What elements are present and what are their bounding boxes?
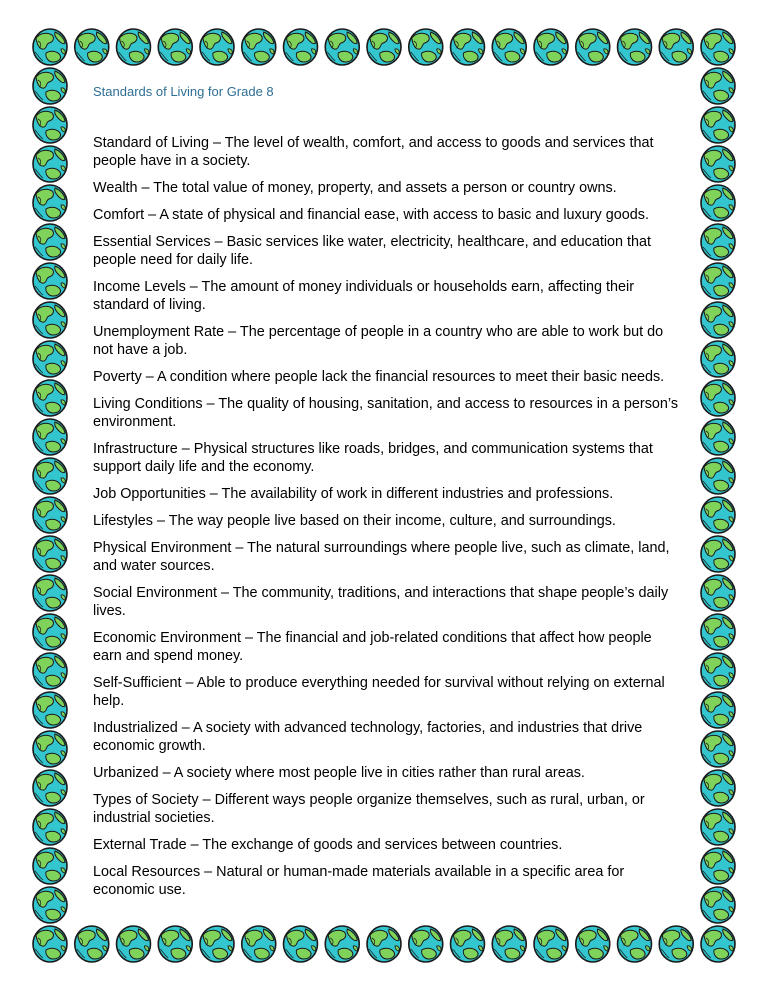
- globe-icon: [33, 146, 67, 182]
- globe-icon: [367, 29, 401, 65]
- globe-icon: [33, 380, 67, 416]
- globe-icon: [33, 731, 67, 767]
- globe-icon: [659, 29, 693, 65]
- term-item: Income Levels – The amount of money individuals or households earn, affecting their standard of living.: [93, 279, 635, 313]
- globe-icon: [701, 770, 735, 806]
- globe-icon: [117, 926, 151, 962]
- page-title: Standards of Living for Grade 8: [93, 84, 274, 99]
- term-item: Wealth – The total value of money, property, and assets a person or country owns.: [93, 180, 617, 196]
- globe-icon: [284, 926, 318, 962]
- globe-icon: [158, 29, 192, 65]
- term-item: Living Conditions – The quality of housing, sanitation, and access to resources in a person’s environment.: [93, 396, 679, 430]
- globe-icon: [284, 29, 318, 65]
- term-item: Types of Society – Different ways people organize themselves, such as rural, urban, or industrial societies.: [93, 792, 645, 826]
- term-item: Lifestyles – The way people live based on their income, culture, and surroundings.: [93, 513, 616, 529]
- term-item: External Trade – The exchange of goods and services between countries.: [93, 837, 563, 853]
- globe-icon: [701, 692, 735, 728]
- globe-icon: [117, 29, 151, 65]
- term-list: [93, 134, 683, 899]
- globe-icon: [492, 29, 526, 65]
- globe-icon: [33, 263, 67, 299]
- term-item: Economic Environment – The financial and job-related conditions that affect how people earn and spend money.: [93, 630, 652, 664]
- term-item: Industrialized – A society with advanced technology, factories, and industries that drive economic growth.: [93, 720, 643, 754]
- globe-icon: [33, 770, 67, 806]
- globe-icon: [701, 146, 735, 182]
- globe-icon: [158, 926, 192, 962]
- globe-icon: [33, 68, 67, 104]
- globe-icon: [242, 926, 276, 962]
- globe-icon: [325, 926, 359, 962]
- globe-icon: [242, 29, 276, 65]
- globe-icon: [576, 926, 610, 962]
- globe-icon: [409, 29, 443, 65]
- globe-icon: [200, 926, 234, 962]
- globe-icon: [659, 926, 693, 962]
- globe-icon: [33, 185, 67, 221]
- globe-icon: [33, 653, 67, 689]
- globe-icon: [701, 185, 735, 221]
- term-item: Physical Environment – The natural surroundings where people live, such as climate, land, and water sources.: [93, 540, 670, 574]
- globe-icon: [701, 302, 735, 338]
- globe-icon: [33, 107, 67, 143]
- globe-icon: [701, 107, 735, 143]
- term-item: Essential Services – Basic services like water, electricity, healthcare, and education that people need for daily life.: [93, 234, 652, 268]
- term-item: Comfort – A state of physical and financial ease, with access to basic and luxury goods.: [93, 207, 649, 223]
- globe-icon: [409, 926, 443, 962]
- globe-icon: [33, 536, 67, 572]
- term-item: Poverty – A condition where people lack the financial resources to meet their basic needs.: [93, 369, 665, 385]
- globe-icon: [701, 614, 735, 650]
- globe-icon: [534, 29, 568, 65]
- globe-icon: [33, 302, 67, 338]
- term-item: Unemployment Rate – The percentage of people in a country who are able to work but do not have a job.: [93, 324, 664, 358]
- globe-icon: [492, 926, 526, 962]
- globe-icon: [33, 887, 67, 923]
- globe-icon: [576, 29, 610, 65]
- globe-icon: [75, 926, 109, 962]
- globe-icon: [701, 887, 735, 923]
- globe-icon: [33, 692, 67, 728]
- globe-icon: [701, 497, 735, 533]
- globe-icon: [701, 380, 735, 416]
- globe-icon: [701, 68, 735, 104]
- globe-icon: [33, 926, 67, 962]
- globe-icon: [33, 29, 67, 65]
- globe-icon: [33, 458, 67, 494]
- globe-icon: [33, 809, 67, 845]
- globe-icon: [33, 224, 67, 260]
- globe-icon: [367, 926, 401, 962]
- globe-icon: [534, 926, 568, 962]
- term-item: Job Opportunities – The availability of work in different industries and professions.: [93, 486, 614, 502]
- content-area: [93, 83, 683, 908]
- globe-icon: [701, 263, 735, 299]
- globe-icon: [75, 29, 109, 65]
- globe-icon: [701, 926, 735, 962]
- globe-icon: [33, 419, 67, 455]
- globe-icon: [701, 809, 735, 845]
- globe-icon: [701, 29, 735, 65]
- term-item: Local Resources – Natural or human-made materials available in a specific area for economic use.: [93, 864, 625, 898]
- term-item: Standard of Living – The level of wealth, comfort, and access to goods and services that people have in a society.: [93, 135, 654, 169]
- globe-icon: [325, 29, 359, 65]
- term-item: Infrastructure – Physical structures like roads, bridges, and communication systems that support daily life and the economy.: [93, 441, 653, 475]
- globe-icon: [33, 575, 67, 611]
- term-item: Urbanized – A society where most people live in cities rather than rural areas.: [93, 765, 585, 781]
- globe-icon: [451, 926, 485, 962]
- globe-icon: [701, 224, 735, 260]
- globe-icon: [701, 341, 735, 377]
- globe-icon: [33, 497, 67, 533]
- globe-icon: [701, 731, 735, 767]
- globe-icon: [701, 575, 735, 611]
- globe-icon: [451, 29, 485, 65]
- globe-icon: [701, 419, 735, 455]
- globe-icon: [701, 536, 735, 572]
- globe-icon: [200, 29, 234, 65]
- globe-icon: [618, 926, 652, 962]
- globe-icon: [701, 653, 735, 689]
- globe-icon: [33, 848, 67, 884]
- globe-icon: [33, 614, 67, 650]
- term-item: Self-Sufficient – Able to produce everything needed for survival without relying on external help.: [93, 675, 665, 709]
- globe-icon: [618, 29, 652, 65]
- globe-icon: [701, 458, 735, 494]
- globe-icon: [701, 848, 735, 884]
- term-item: Social Environment – The community, traditions, and interactions that shape people’s daily lives.: [93, 585, 669, 619]
- globe-icon: [33, 341, 67, 377]
